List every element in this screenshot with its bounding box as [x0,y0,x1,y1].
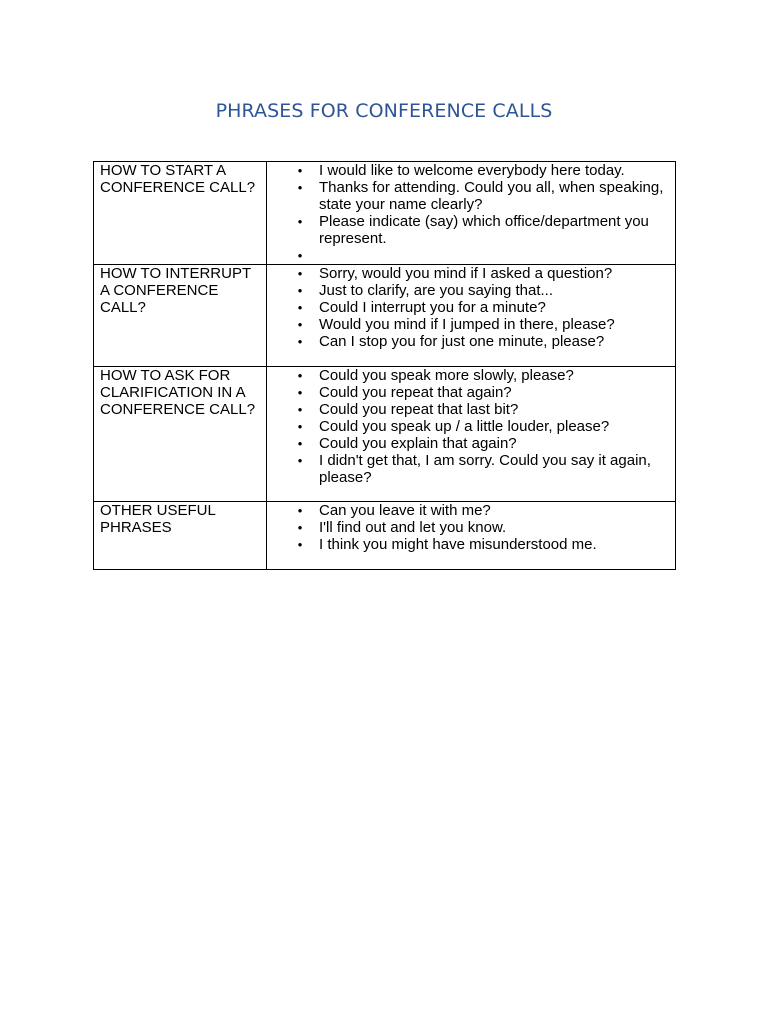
bullet-icon: • [297,266,303,281]
list-item [297,316,665,333]
phrases-cell [267,502,676,570]
phrase-text: I would like to welcome everybody here today. [319,162,625,179]
list-item [297,179,665,213]
list-item [297,418,665,435]
phrase-text: Can you leave it with me? [319,502,491,519]
bullet-icon: • [297,334,303,349]
bullet-icon: • [297,503,303,518]
phrase-list [267,265,675,350]
category-cell: HOW TO ASK FOR CLARIFICATION IN A CONFERENCE CALL? [94,367,267,502]
phrase-list [267,502,675,553]
phrase-text: Please indicate (say) which office/department you represent. [319,213,649,247]
phrase-text: Could you speak up / a little louder, please? [319,418,610,435]
phrase-text: Sorry, would you mind if I asked a question? [319,265,613,282]
bullet-icon: • [297,419,303,434]
bullet-icon: • [297,248,303,263]
list-item [297,247,665,264]
bullet-icon: • [297,385,303,400]
bullet-icon: • [297,180,303,195]
list-item [297,401,665,418]
list-item [297,282,665,299]
bullet-icon: • [297,317,303,332]
table-row [94,265,676,367]
phrase-text: Could you speak more slowly, please? [319,367,574,384]
bullet-icon: • [297,300,303,315]
bullet-icon: • [297,214,303,229]
phrases-cell [267,265,676,367]
list-item [297,213,665,247]
list-item [297,162,665,179]
phrase-text: I think you might have misunderstood me. [319,536,597,553]
list-item [297,502,665,519]
table-row [94,502,676,570]
list-item [297,265,665,282]
phrase-list [267,367,675,486]
list-item [297,519,665,536]
table-row [94,367,676,502]
category-cell: HOW TO START A CONFERENCE CALL? [94,162,267,265]
category-cell: OTHER USEFUL PHRASES [94,502,267,570]
phrase-text: Could you explain that again? [319,435,517,452]
page-title: PHRASES FOR CONFERENCE CALLS [215,100,553,122]
phrase-text: Would you mind if I jumped in there, please? [319,316,615,333]
bullet-icon: • [297,537,303,552]
phrase-text: Can I stop you for just one minute, please? [319,333,605,350]
list-item [297,452,665,486]
list-item [297,299,665,316]
bullet-icon: • [297,520,303,535]
list-item [297,367,665,384]
bullet-icon: • [297,453,303,468]
phrase-text: I'll find out and let you know. [319,519,507,536]
list-item [297,384,665,401]
phrase-text: I didn't get that, I am sorry. Could you say it again, please? [319,452,651,486]
bullet-icon: • [297,368,303,383]
phrase-text: Thanks for attending. Could you all, when speaking, state your name clearly? [319,179,664,213]
phrase-text: Just to clarify, are you saying that... [319,282,553,299]
table-row [94,162,676,265]
list-item [297,333,665,350]
list-item [297,435,665,452]
bullet-icon: • [297,283,303,298]
phrases-cell [267,162,676,265]
phrase-text: Could I interrupt you for a minute? [319,299,546,316]
bullet-icon: • [297,402,303,417]
phrase-text: Could you repeat that last bit? [319,401,519,418]
phrase-list [267,162,675,264]
list-item [297,536,665,553]
phrase-text: Could you repeat that again? [319,384,512,401]
phrases-table [93,161,676,570]
bullet-icon: • [297,436,303,451]
bullet-icon: • [297,163,303,178]
category-cell: HOW TO INTERRUPT A CONFERENCE CALL? [94,265,267,367]
phrases-cell [267,367,676,502]
